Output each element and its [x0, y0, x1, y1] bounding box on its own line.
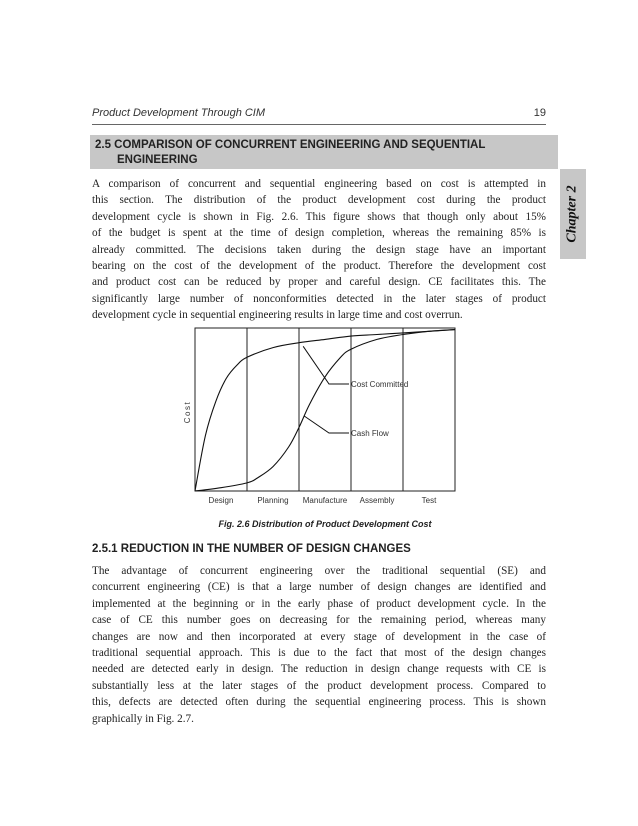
text-line: changes are now and then incorporated at every stage of development in the case of [92, 630, 546, 643]
section-title-line2: ENGINEERING [117, 154, 198, 166]
text-line: development cycle in sequential engineering results in large time and cost overrun. [92, 309, 463, 322]
cost-committed-line [195, 330, 455, 491]
text-line: substantially less at the later stages of the product development process. Compared to [92, 679, 546, 692]
plot-frame [195, 328, 455, 491]
text-line: development cycle is shown in Fig. 2.6. This figure shows that though only about 15% [92, 210, 546, 223]
cash-flow-label: Cash Flow [351, 429, 389, 438]
text-line: The advantage of concurrent engineering over the traditional sequential (SE) and [92, 565, 546, 577]
text-line: bearing on the cost of the development of the product. Therefore the development cost [92, 260, 546, 273]
cash-flow-line [195, 330, 455, 491]
text-line: traditional sequential approach. This is due to the fact that most of the design changes [92, 647, 546, 660]
text-line: this section. The distribution of the product development cost during the product [92, 194, 546, 207]
text-line: implemented at the beginning or in the early phase of product development cycle. In the [92, 597, 546, 610]
text-line: of the budget is spent at the time of design completion, whereas the remaining 85% is [92, 227, 546, 240]
subsection-title: 2.5.1 REDUCTION IN THE NUMBER OF DESIGN CHANGES [92, 543, 411, 555]
text-line: and product cost can be reduced by proper and careful design. CE facilitates this. The [92, 276, 546, 289]
text-line: significantly large number of nonconformities detected in the later stages of product [92, 292, 546, 305]
cost-committed-label: Cost Committed [351, 380, 409, 389]
text-line: case of CE this number goes on decreasing for the remaining period, whereas many [92, 614, 546, 627]
stage-dividers [247, 328, 403, 491]
text-line: graphically in Fig. 2.7. [92, 712, 194, 725]
page-number: 19 [533, 107, 546, 119]
annotations [303, 346, 408, 438]
stage-label: Design [208, 496, 234, 505]
chapter-tab-label: Chapter 2 [565, 185, 580, 243]
figure-caption: Fig. 2.6 Distribution of Product Development Cost [218, 519, 432, 529]
series-lines [195, 330, 455, 491]
stage-label: Planning [257, 496, 289, 505]
text-line: concurrent engineering (CE) is that a large number of design changes are identified and [92, 581, 546, 594]
text-line: needed are detected early in design. The reduction in design change requests with CE is [92, 663, 546, 676]
cash-flow-leader [304, 416, 349, 433]
stage-label: Test [421, 496, 437, 505]
section-title-line1: 2.5 COMPARISON OF CONCURRENT ENGINEERING AND SEQUENTIAL [95, 139, 486, 151]
running-title: Product Development Through CIM [92, 107, 266, 119]
paragraph-design-changes [92, 563, 546, 727]
y-axis-label: Cost [183, 400, 192, 424]
plot-border [195, 328, 455, 491]
text-line: this, defects are detected often during the sequential engineering process. This is shown [92, 696, 546, 709]
stage-label: Manufacture [302, 496, 348, 505]
cost-committed-leader [303, 346, 349, 384]
text-line: A comparison of concurrent and sequential engineering based on cost is attempted in [92, 178, 546, 190]
text-line: already committed. The decisions taken during the design stage have an important [92, 243, 546, 256]
stage-labels [209, 496, 438, 505]
stage-label: Assembly [359, 496, 395, 505]
